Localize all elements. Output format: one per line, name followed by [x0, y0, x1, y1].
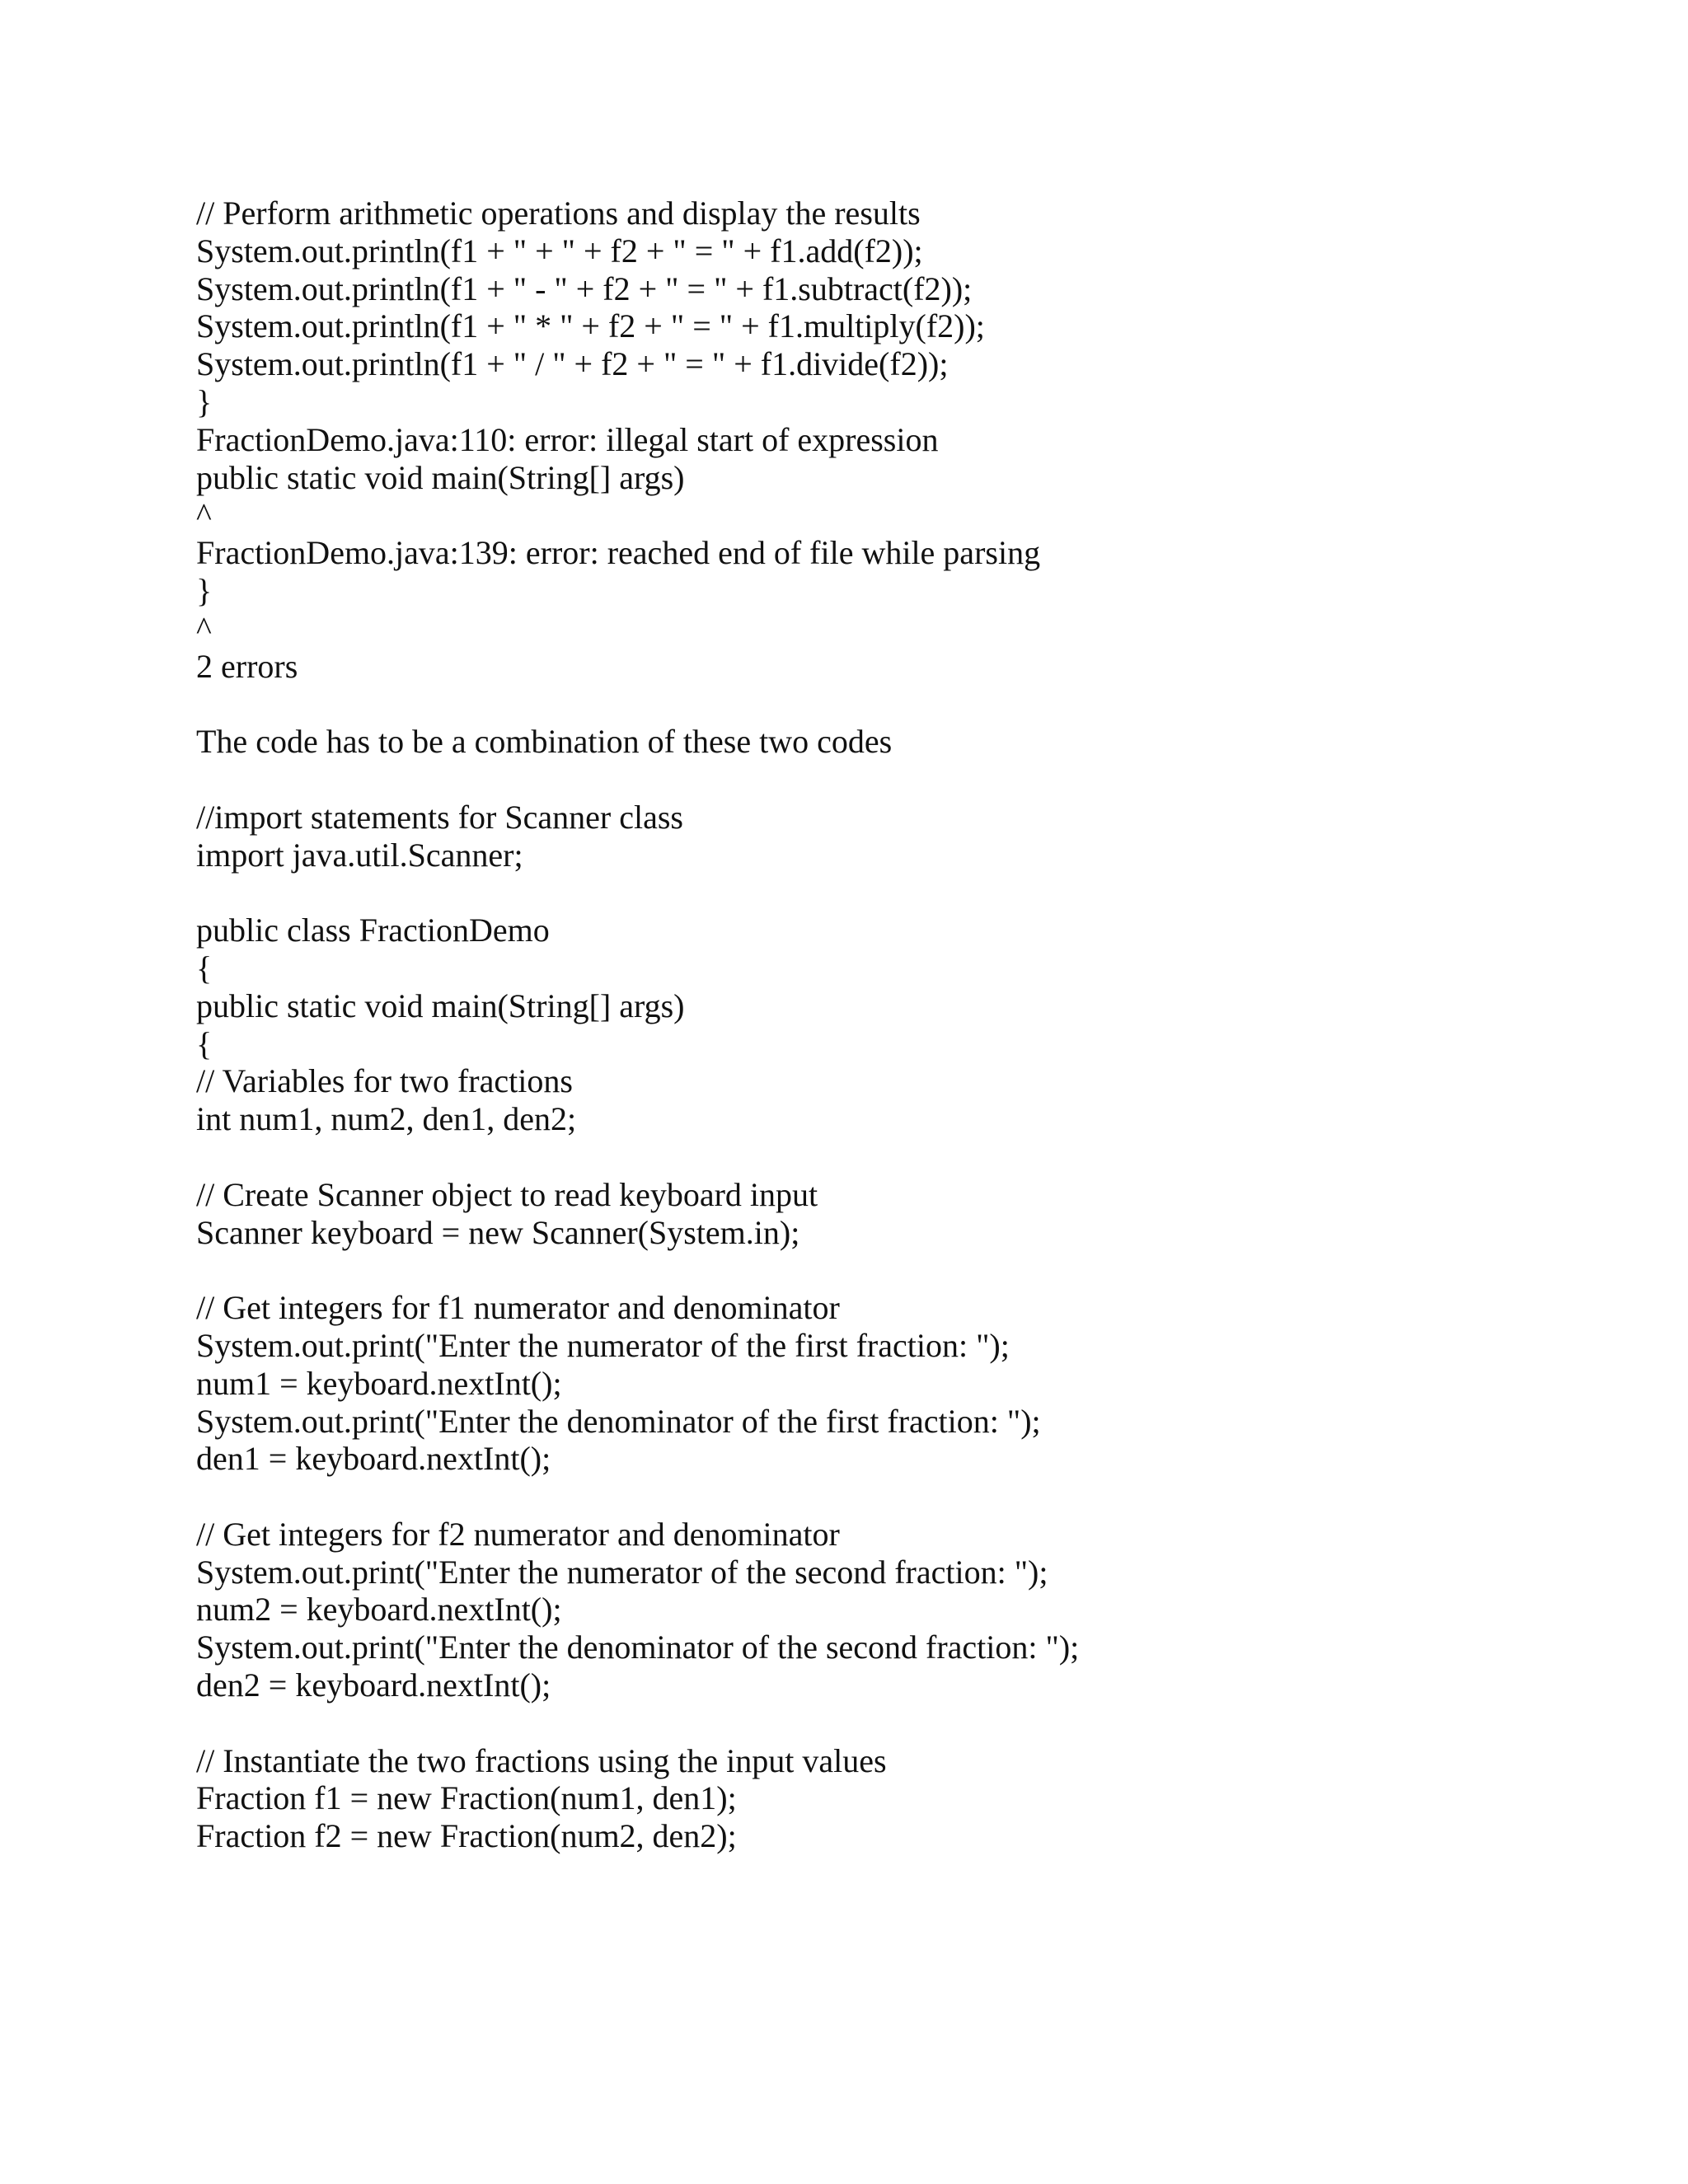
code-line: {: [196, 1024, 213, 1062]
error-count-line: 2 errors: [196, 647, 298, 685]
blank-line: [196, 761, 1597, 799]
code-comment-line: // Create Scanner object to read keyboard input: [196, 1175, 818, 1213]
prose-line: The code has to be a combination of these two codes: [196, 723, 893, 761]
error-message-line: FractionDemo.java:139: error: reached end of file while parsing: [196, 534, 1041, 572]
blank-line: [196, 1478, 1597, 1516]
code-line: System.out.print("Enter the numerator of the second fraction: ");: [196, 1553, 1048, 1591]
code-line: }: [196, 382, 213, 420]
code-line: public class FractionDemo: [196, 912, 550, 949]
error-context-line: public static void main(String[] args): [196, 458, 685, 496]
code-line: System.out.println(f1 + " * " + f2 + " = " + f1.multiply(f2));: [196, 307, 985, 345]
code-line: Fraction f2 = new Fraction(num2, den2);: [196, 1817, 737, 1855]
blank-line: [196, 1251, 1597, 1289]
code-comment-line: // Variables for two fractions: [196, 1062, 573, 1100]
code-line: Fraction f1 = new Fraction(num1, den1);: [196, 1779, 737, 1817]
code-line: int num1, num2, den1, den2;: [196, 1100, 577, 1138]
code-line: Scanner keyboard = new Scanner(System.in);: [196, 1213, 800, 1251]
error-caret-line: ^: [196, 609, 212, 647]
error-context-line: }: [196, 571, 213, 609]
code-line: num1 = keyboard.nextInt();: [196, 1364, 562, 1402]
code-comment-line: // Get integers for f1 numerator and denominator: [196, 1289, 840, 1327]
blank-line: [196, 1704, 1597, 1742]
code-comment-line: //import statements for Scanner class: [196, 798, 683, 836]
code-line: num2 = keyboard.nextInt();: [196, 1591, 562, 1629]
code-comment-line: // Instantiate the two fractions using the input values: [196, 1741, 887, 1779]
code-line: System.out.println(f1 + " / " + f2 + " = " + f1.divide(f2));: [196, 345, 949, 383]
code-comment-line: // Perform arithmetic operations and display the results: [196, 194, 921, 232]
error-caret-line: ^: [196, 496, 212, 534]
code-line: System.out.print("Enter the numerator of the first fraction: ");: [196, 1326, 1010, 1364]
code-line: import java.util.Scanner;: [196, 836, 523, 874]
code-line: den2 = keyboard.nextInt();: [196, 1666, 551, 1704]
code-line: den1 = keyboard.nextInt();: [196, 1440, 551, 1478]
code-line: System.out.println(f1 + " - " + f2 + " = " + f1.subtract(f2));: [196, 269, 973, 307]
document-text: [196, 194, 1597, 1855]
code-line: System.out.print("Enter the denominator of the second fraction: ");: [196, 1629, 1080, 1666]
code-line: {: [196, 949, 213, 987]
error-message-line: FractionDemo.java:110: error: illegal start of expression: [196, 420, 939, 458]
code-comment-line: // Get integers for f2 numerator and denominator: [196, 1515, 840, 1553]
blank-line: [196, 1138, 1597, 1176]
code-line: System.out.print("Enter the denominator of the first fraction: ");: [196, 1402, 1041, 1440]
code-line: public static void main(String[] args): [196, 987, 685, 1024]
blank-line: [196, 874, 1597, 912]
code-line: System.out.println(f1 + " + " + f2 + " = " + f1.add(f2));: [196, 232, 923, 269]
blank-line: [196, 685, 1597, 723]
